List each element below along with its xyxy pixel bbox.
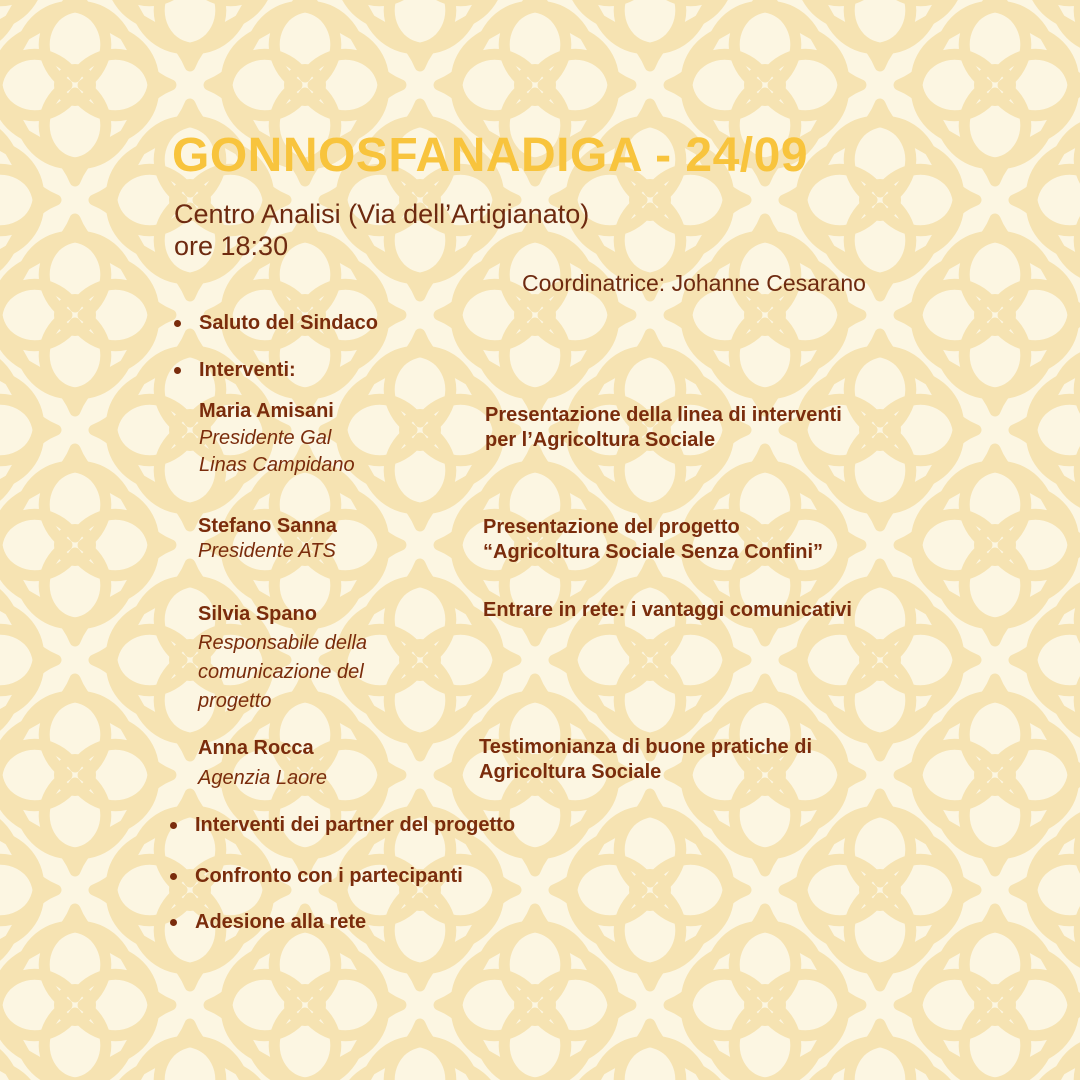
- list-item-label: Interventi dei partner del progetto: [195, 814, 516, 836]
- list-item-membership: [170, 911, 366, 934]
- speaker-name: Silvia Spano: [198, 603, 317, 625]
- topic-line: Testimonianza di buone pratiche di: [479, 736, 812, 758]
- topic-line: per l’Agricoltura Sociale: [485, 429, 716, 451]
- list-item-label: Confronto con i partecipanti: [195, 865, 463, 887]
- speaker-4-topic: [479, 735, 812, 785]
- speaker-role: Presidente ATS: [198, 540, 336, 562]
- speaker-3-topic: [483, 598, 852, 623]
- bullet-icon: [174, 367, 181, 374]
- speaker-name: Maria Amisani: [199, 400, 334, 422]
- event-venue-block: [174, 198, 589, 262]
- list-item-label: Adesione alla rete: [195, 911, 367, 933]
- list-item-label: Saluto del Sindaco: [199, 312, 378, 334]
- speaker-4: [198, 733, 327, 793]
- bullet-icon: [174, 320, 181, 327]
- speaker-role: Linas Campidano: [199, 454, 355, 476]
- speaker-role: Presidente Gal: [199, 427, 332, 449]
- topic-line: Entrare in rete: i vantaggi comunicativi: [483, 599, 852, 621]
- speaker-name: Stefano Sanna: [198, 515, 337, 537]
- event-venue: Centro Analisi (Via dell’Artigianato): [174, 199, 590, 229]
- speaker-role: comunicazione del: [198, 661, 364, 683]
- speaker-3: [198, 600, 367, 716]
- list-item-welcome: [174, 312, 378, 335]
- speaker-2: [198, 514, 337, 564]
- topic-line: Presentazione del progetto: [483, 516, 740, 538]
- event-title: GONNOSFANADIGA - 24/09: [172, 129, 809, 182]
- bullet-icon: [170, 822, 177, 829]
- speaker-2-topic: [483, 515, 823, 565]
- speaker-name: Anna Rocca: [198, 737, 314, 759]
- list-item-label: Interventi:: [199, 359, 296, 381]
- topic-line: Presentazione della linea di interventi: [485, 404, 842, 426]
- speaker-1: [199, 398, 355, 479]
- bullet-icon: [170, 873, 177, 880]
- speaker-role: Agenzia Laore: [198, 767, 327, 789]
- event-time: ore 18:30: [174, 231, 289, 261]
- topic-line: “Agricoltura Sociale Senza Confini”: [483, 541, 824, 563]
- speaker-1-topic: [485, 403, 842, 453]
- event-coordinator: Coordinatrice: Johanne Cesarano: [522, 270, 866, 296]
- topic-line: Agricoltura Sociale: [479, 761, 662, 783]
- speaker-role: Responsabile della: [198, 632, 368, 654]
- speaker-role: progetto: [198, 690, 272, 712]
- list-item-partners: [170, 814, 515, 837]
- list-item-discussion: [170, 865, 463, 888]
- bullet-icon: [170, 919, 177, 926]
- list-item-interventions: [174, 359, 296, 382]
